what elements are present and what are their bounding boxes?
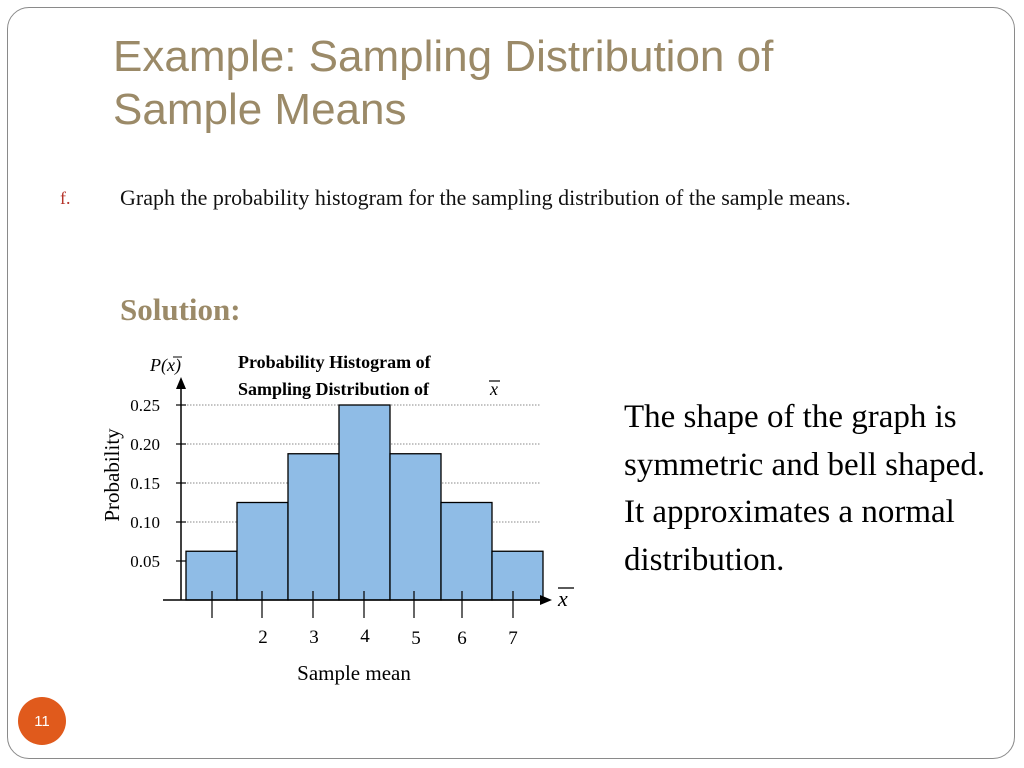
histogram-bar [492, 551, 543, 600]
x-tick-label: 6 [457, 628, 467, 649]
x-axis-arrow [540, 595, 552, 605]
y-tick-labels [130, 396, 186, 571]
x-tick-labels [258, 626, 518, 649]
chart-title-line-2: Sampling Distribution of [238, 379, 430, 399]
histogram-bar [237, 503, 288, 601]
x-tick-label: 5 [411, 628, 421, 649]
y-axis-arrow [176, 377, 186, 389]
page-number-badge: 11 [18, 697, 66, 745]
y-tick-label: 0.15 [130, 474, 160, 493]
y-tick-label: 0.10 [130, 513, 160, 532]
y-tick-label: 0.20 [130, 435, 160, 454]
x-tick-label: 7 [508, 628, 518, 649]
bullet-text: Graph the probability histogram for the sampling distribution of the sample means. [120, 185, 851, 210]
bars [186, 405, 543, 600]
x-tick-label: 4 [360, 626, 370, 647]
x-axis-symbol: x [558, 586, 568, 611]
y-tick-label: 0.25 [130, 396, 160, 415]
histogram-bar [390, 454, 441, 600]
histogram-bar [339, 405, 390, 600]
solution-label: Solution: [120, 292, 241, 327]
x-tick-label: 3 [309, 627, 319, 648]
x-axis-label: Sample mean [297, 661, 411, 685]
histogram-bar [288, 454, 339, 600]
title-line-1: Example: Sampling Distribution of [113, 32, 774, 81]
y-axis-top-label: P(x) [150, 355, 181, 375]
bullet-marker: f. [60, 188, 71, 208]
chart-title-xbar: x [490, 379, 498, 399]
x-tick-label: 2 [258, 627, 268, 648]
histogram-bar [441, 503, 492, 601]
chart-title-line-1: Probability Histogram of [238, 352, 431, 372]
y-axis-label: Probability [100, 428, 124, 522]
y-tick-label: 0.05 [130, 552, 160, 571]
conclusion-text: The shape of the graph is symmetric and bell shaped. It approximates a normal distribution. [624, 399, 986, 578]
title-line-2: Sample Means [113, 85, 407, 134]
